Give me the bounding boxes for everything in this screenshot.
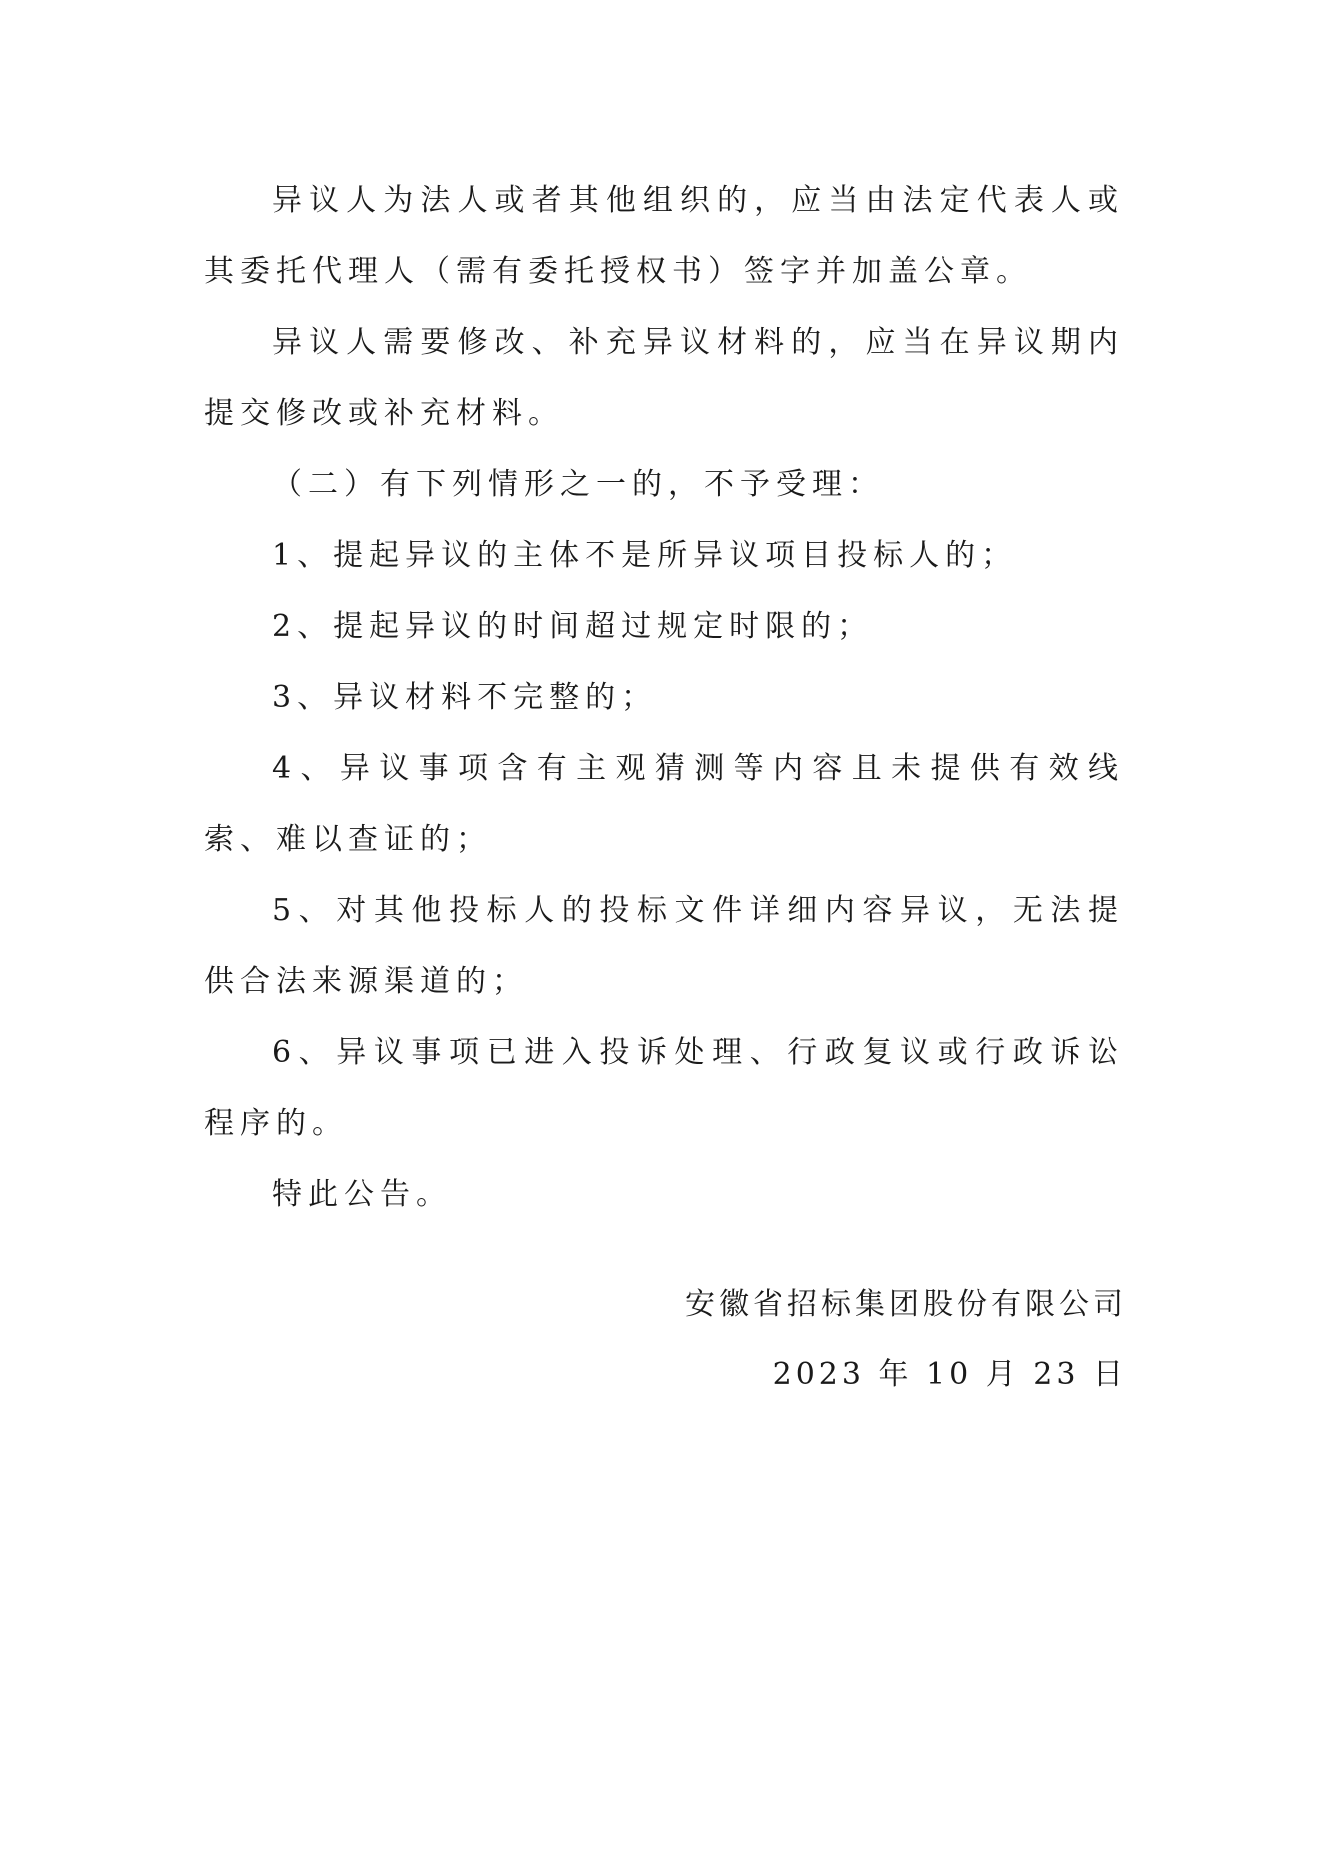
paragraph-objector-signature: 异议人为法人或者其他组织的，应当由法定代表人或其委托代理人（需有委托授权书）签字并加盖公章。 (204, 183, 1124, 289)
list-item-1: 1、提起异议的主体不是所异议项目投标人的； (272, 538, 1018, 573)
signature-date: 2023 年 10 月 23 日 (772, 1357, 1127, 1392)
section-heading-not-accepted: （二）有下列情形之一的，不予受理： (272, 467, 884, 502)
list-item-4: 4、异议事项含有主观猜测等内容且未提供有效线索、难以查证的； (204, 751, 1124, 857)
list-item-6: 6、异议事项已进入投诉处理、行政复议或行政诉讼程序的。 (204, 1035, 1124, 1141)
list-item-3: 3、异议材料不完整的； (272, 680, 658, 715)
signature-organization: 安徽省招标集团股份有限公司 (685, 1287, 1127, 1322)
paragraph-supplementary-materials: 异议人需要修改、补充异议材料的，应当在异议期内提交修改或补充材料。 (204, 325, 1124, 431)
document-body (204, 165, 1124, 1230)
list-item-2: 2、提起异议的时间超过规定时限的； (272, 609, 874, 644)
closing-statement: 特此公告。 (272, 1177, 452, 1212)
signature-block (685, 1270, 1127, 1410)
list-item-5: 5、对其他投标人的投标文件详细内容异议，无法提供合法来源渠道的； (204, 893, 1124, 999)
